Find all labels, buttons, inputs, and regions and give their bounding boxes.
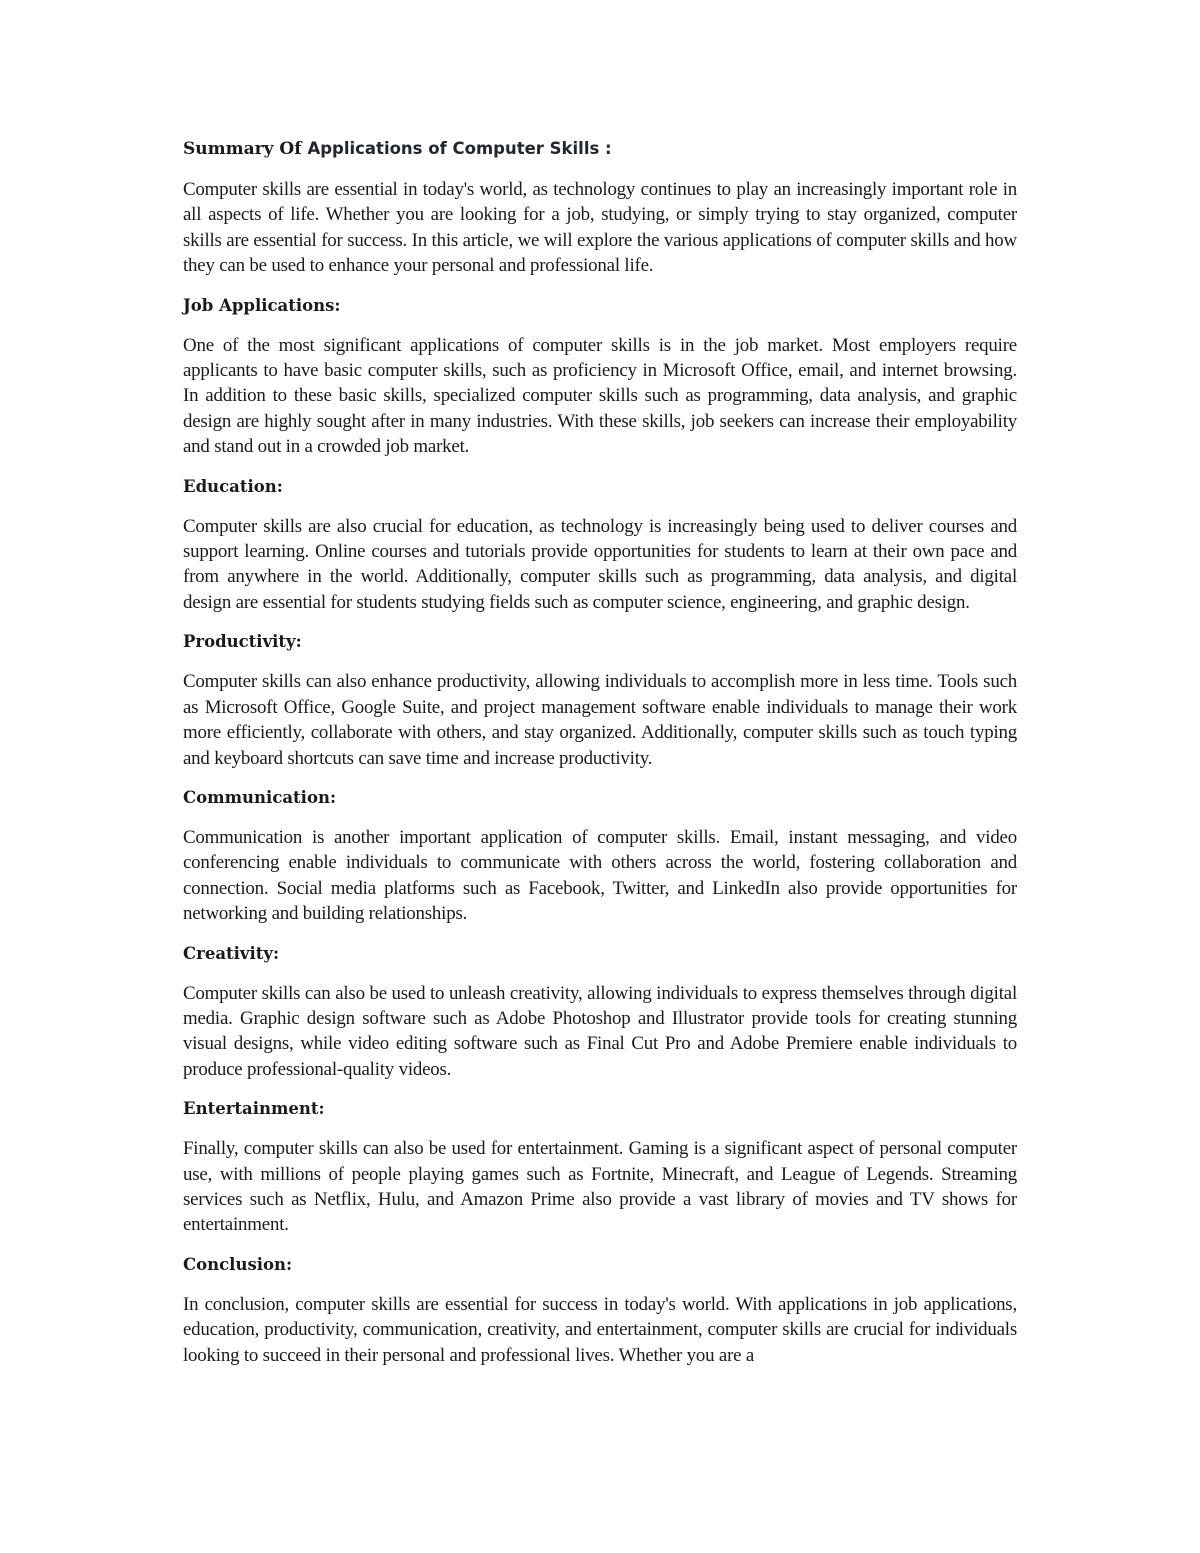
section-body-education: Computer skills are also crucial for education, as technology is increasingly being used to deliver courses and support learning. Online courses and tutorials provide opportunities for students to learn at their own pace and from anywhere in the world. Additionally, computer skills such as programming, data analysis, and digital design are essential for students studying fields such as computer science, engineering, and graphic design. — [183, 515, 1017, 613]
document-page — [183, 136, 1017, 1382]
section-body-conclusion: In conclusion, computer skills are essential for success in today's world. With applications in job applications, education, productivity, communication, creativity, and entertainment, computer skills are crucial for individuals looking to succeed in their personal and professional lives. Whether you are a — [183, 1293, 1017, 1366]
section-heading-communication: Communication: — [183, 787, 337, 807]
section-body-creativity: Computer skills can also be used to unleash creativity, allowing individuals to express themselves through digital media. Graphic design software such as Adobe Photoshop and Illustrator provide tools for creating stunning visual designs, while video editing software such as Final Cut Pro and Adobe Premiere enable individuals to produce professional-quality videos. — [183, 982, 1017, 1080]
intro-paragraph: Computer skills are essential in today's world, as technology continues to play an increasingly important role in all aspects of life. Whether you are looking for a job, studying, or simply trying to stay organized, computer skills are essential for success. In this article, we will explore the various applications of computer skills and how they can be used to enhance your personal and professional life. — [183, 179, 1017, 277]
section-heading-productivity: Productivity: — [183, 632, 302, 652]
section-heading-entertainment: Entertainment: — [183, 1099, 325, 1119]
section-heading-creativity: Creativity: — [183, 943, 280, 963]
document-title — [183, 136, 1017, 162]
section-heading-conclusion: Conclusion: — [183, 1254, 293, 1274]
document-title-part2: Applications of Computer Skills : — [307, 139, 612, 158]
section-body-entertainment: Finally, computer skills can also be used for entertainment. Gaming is a significant aspect of personal computer use, with millions of people playing games such as Fortnite, Minecraft, and League of Legends. Streaming services such as Netflix, Hulu, and Amazon Prime also provide a vast library of movies and TV shows for entertainment. — [183, 1138, 1017, 1236]
section-body-productivity: Computer skills can also enhance productivity, allowing individuals to accomplish more in less time. Tools such as Microsoft Office, Google Suite, and project management software enable individuals to manage their work more efficiently, collaborate with others, and stay organized. Additionally, computer skills such as touch typing and keyboard shortcuts can save time and increase productivity. — [183, 671, 1017, 769]
section-heading-education: Education: — [183, 476, 283, 496]
section-body-job-applications: One of the most significant applications of computer skills is in the job market. Most employers require applicants to have basic computer skills, such as proficiency in Microsoft Office, email, and internet browsing. In addition to these basic skills, specialized computer skills such as programming, data analysis, and graphic design are highly sought after in many industries. With these skills, job seekers can increase their employability and stand out in a crowded job market. — [183, 334, 1017, 458]
section-heading-job-applications: Job Applications: — [183, 295, 341, 315]
section-body-communication: Communication is another important application of computer skills. Email, instant messaging, and video conferencing enable individuals to communicate with others across the world, fostering collaboration and connection. Social media platforms such as Facebook, Twitter, and LinkedIn also provide opportunities for networking and building relationships. — [183, 826, 1017, 925]
document-title-part1: Summary Of — [183, 139, 302, 159]
